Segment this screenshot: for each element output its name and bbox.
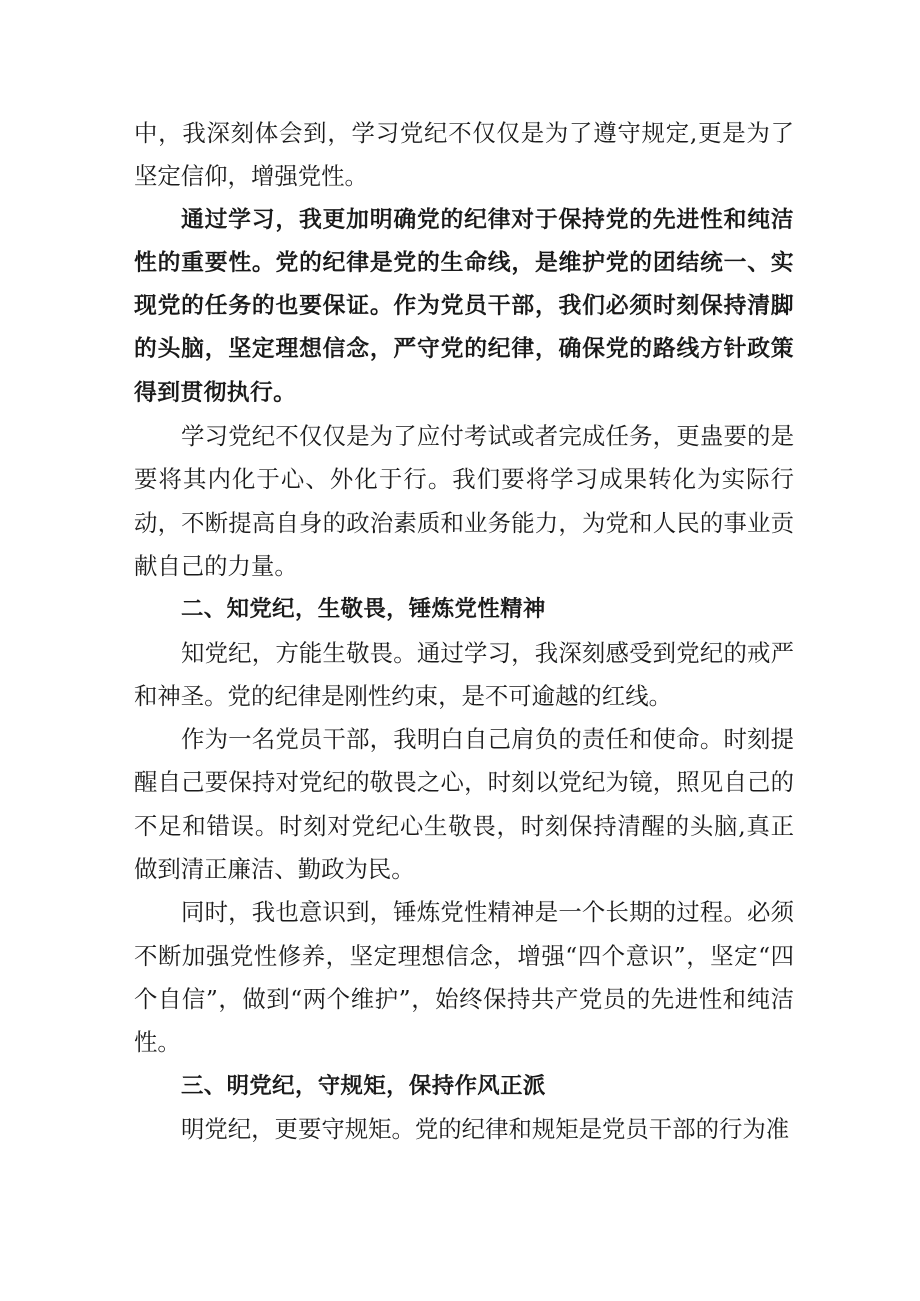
section-heading-2: 二、知党纪，生敬畏，锤炼党性精神	[181, 596, 546, 623]
paragraph-rules: 明党纪，更要守规矩。党的纪律和规矩是党员干部的行为准	[181, 1114, 790, 1143]
paragraph-bold-discipline-importance: 通过学习，我更加明确党的纪律对于保持党的先进性和纯洁性的重要性。党的纪律是党的生命线，是维护党的团结统一、实现党的任务的也要保证。作为党员干部，我们必须时刻保持清脚的头脑，坚定理想信念，严守党的纪律，确保党的路线方针政策得到贯彻执行。	[134, 206, 794, 406]
paragraph-continuation: 中，我深刻体会到，学习党纪不仅仅是为了遵守规定,更是为了坚定信仰，增强党性。	[134, 119, 794, 191]
paragraph-responsibility: 作为一名党员干部，我明白自己肩负的责任和使命。时刻提醒自己要保持对党纪的敬畏之心，时刻以党纪为镜，照见自己的不足和错误。时刻对党纪心生敬畏，时刻保持清醒的头脑,真正做到清正廉洁、勤政为民。	[134, 725, 794, 884]
paragraph-reverence: 知党纪，方能生敬畏。通过学习，我深刻感受到党纪的戒严和神圣。党的纪律是刚性约束，是不可逾越的红线。	[134, 638, 794, 710]
document-body	[134, 112, 794, 1151]
paragraph-study-purpose: 学习党纪不仅仅是为了应付考试或者完成任务，更蛊要的是要将其内化于心、外化于行。我们要将学习成果转化为实际行动，不断提高自身的政治素质和业务能力，为党和人民的事业贡献自己的力量。	[134, 422, 794, 580]
paragraph-party-spirit: 同时，我也意识到，锤炼党性精神是一个长期的过程。必须不断加强党性修养，坚定理想信念，增强“四个意识”，坚定“四个自信”，做到“两个维护”，始终保持共产党员的先进性和纯洁性。	[134, 898, 794, 1057]
section-heading-3: 三、明党纪，守规矩，保持作风正派	[181, 1072, 546, 1099]
